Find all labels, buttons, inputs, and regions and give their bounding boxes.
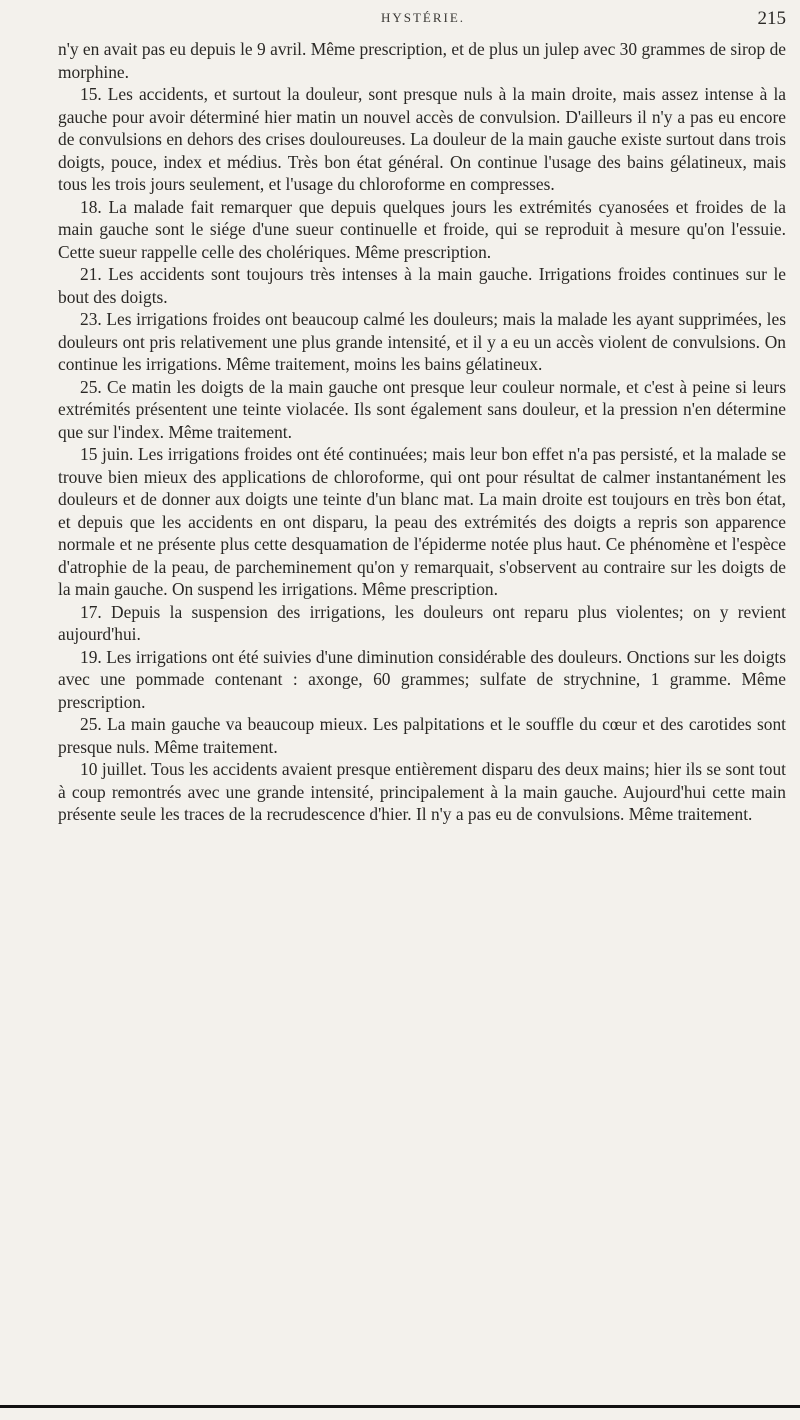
paragraph-entry-18: 18. La malade fait remarquer que depuis quelques jours les extrémités cyanosées et froides de la main gauche sont le siége d'une sueur continuelle et froide, qui se reproduit à mesure qu'on l'essuie. Cette sueur rappelle celle des cholériques. Même prescription. bbox=[58, 196, 786, 262]
body-text bbox=[58, 38, 786, 826]
paragraph-entry-15-juin: 15 juin. Les irrigations froides ont été continuées; mais leur bon effet n'a pas persisté, et la malade se trouve bien mieux des applications de chloroforme, qui ont pour résultat de calmer instantanément les douleurs et de donner aux doigts une teinte d'un blanc mat. La main droite est toujours en très bon état, et depuis que les accidents en ont disparu, la peau des extrémités des doigts a repris son apparence normale et ne présente plus cette desquamation de l'épiderme notée plus haut. Ce phénomène et l'espèce d'atrophie de la peau, de parcheminement qu'on y remarquait, s'observent au contraire sur les doigts de la main gauche. On suspend les irrigations. Même prescription. bbox=[58, 444, 786, 599]
paragraph-entry-10-juillet: 10 juillet. Tous les accidents avaient presque entièrement disparu des deux mains; hier ils se sont tout à coup remontrés avec une grande intensité, principalement à la main gauche. Aujourd'hui cette main présente seule les traces de la recrudescence d'hier. Il n'y a pas eu de convulsions. Même traitement. bbox=[58, 759, 786, 824]
running-title: HYSTÉRIE. bbox=[380, 10, 466, 25]
page-number: 215 bbox=[757, 8, 786, 29]
paragraph-entry-19: 19. Les irrigations ont été suivies d'une diminution considérable des douleurs. Onctions sur les doigts avec une pommade contenant : axonge, 60 grammes; sulfate de strychnine, 1 gramme. Même prescription. bbox=[58, 646, 786, 712]
paragraph-entry-25b: 25. La main gauche va beaucoup mieux. Les palpitations et le souffle du cœur et des carotides sont presque nuls. Même traitement. bbox=[58, 714, 786, 757]
running-head bbox=[58, 8, 788, 34]
paragraph-entry-25: 25. Ce matin les doigts de la main gauche ont presque leur couleur normale, et c'est à peine si leurs extrémités présentent une teinte violacée. Ils sont également sans douleur, et la pression n'en détermine que sur l'index. Même traitement. bbox=[58, 376, 786, 442]
bottom-border bbox=[0, 1405, 800, 1408]
paragraph-entry-17: 17. Depuis la suspension des irrigations, les douleurs ont reparu plus violentes; on y revient aujourd'hui. bbox=[58, 601, 786, 644]
paragraph-entry-21: 21. Les accidents sont toujours très intenses à la main gauche. Irrigations froides continues sur le bout des doigts. bbox=[58, 264, 786, 307]
paragraph-entry-23: 23. Les irrigations froides ont beaucoup calmé les douleurs; mais la malade les ayant supprimées, les douleurs ont pris relativement une plus grande intensité, et il y a eu un accès violent de convulsions. On continue les irrigations. Même traitement, moins les bains gélatineux. bbox=[58, 309, 786, 374]
paragraph-continuation: n'y en avait pas eu depuis le 9 avril. Même prescription, et de plus un julep avec 30 grammes de sirop de morphine. bbox=[58, 39, 786, 82]
paragraph-entry-15: 15. Les accidents, et surtout la douleur, sont presque nuls à la main droite, mais assez intense à la gauche pour avoir déterminé hier matin un nouvel accès de convulsion. D'ailleurs il n'y a pas eu encore de convulsions en dehors des crises douloureuses. La douleur de la main gauche existe surtout dans trois doigts, pouce, index et médius. Très bon état général. On continue l'usage des bains gélatineux, mais tous les trois jours seulement, et l'usage du chloroforme en compresses. bbox=[58, 84, 786, 194]
